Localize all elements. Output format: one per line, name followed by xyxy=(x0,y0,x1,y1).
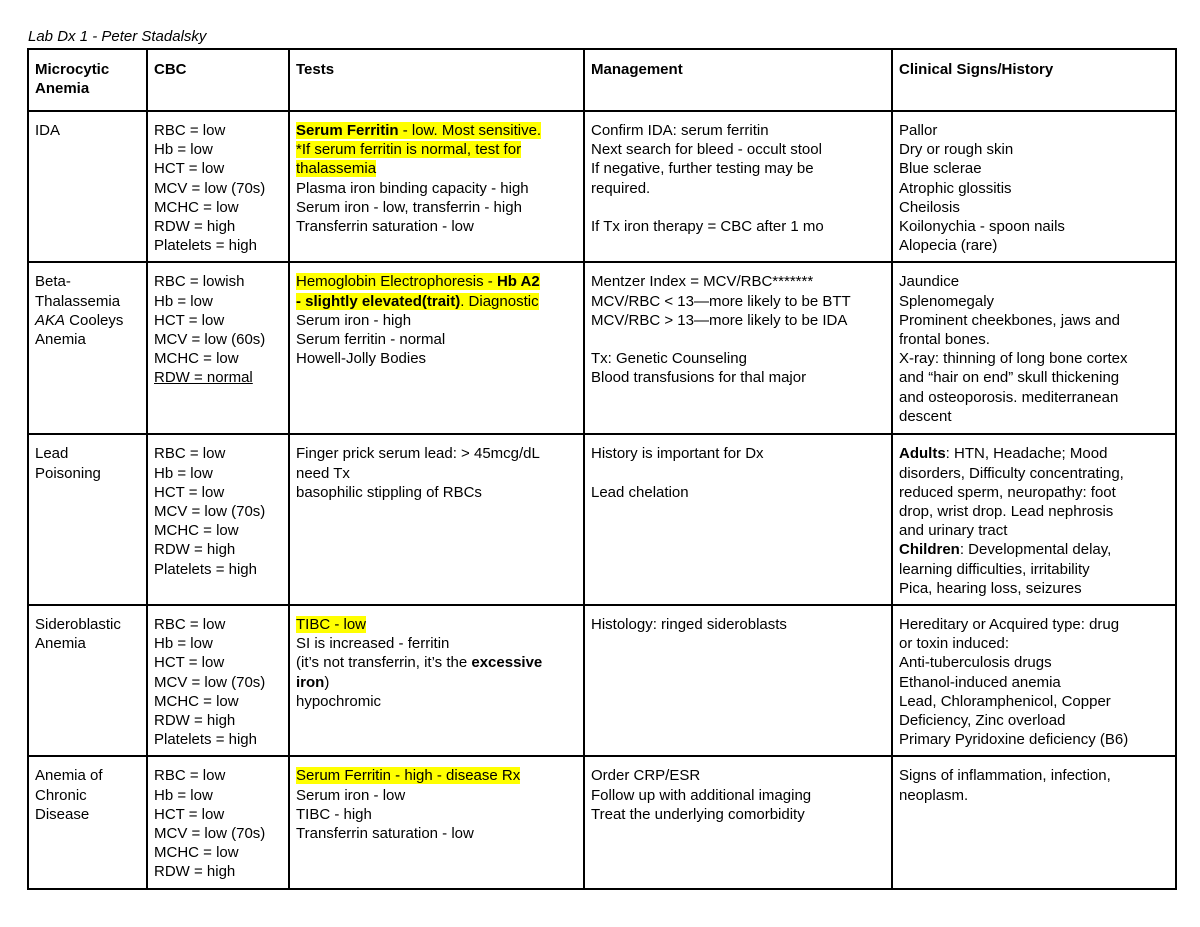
clinical-line: and urinary tract xyxy=(899,522,1008,540)
management-line: Histology: ringed sideroblasts xyxy=(591,616,787,634)
management-line: required. xyxy=(591,179,651,197)
cell-cbc xyxy=(147,756,289,888)
cell-condition xyxy=(28,605,147,756)
cbc-line: RDW = high xyxy=(154,541,236,559)
cell-clinical xyxy=(892,111,1176,262)
management-line: Order CRP/ESR xyxy=(591,767,701,785)
clinical-line: Lead, Chloramphenicol, Copper xyxy=(899,692,1111,710)
cbc-line: MCV = low (60s) xyxy=(154,331,266,349)
test-name-bold: Hb A2 xyxy=(496,273,540,291)
cbc-line: MCHC = low xyxy=(154,692,239,710)
cell-condition xyxy=(28,434,147,605)
table-row-beta-thalassemia xyxy=(28,262,1176,434)
condition-text: Sideroblastic xyxy=(35,616,121,634)
clinical-line: or toxin induced: xyxy=(899,635,1010,653)
cell-tests xyxy=(289,434,584,605)
clinical-line: Jaundice xyxy=(899,273,960,291)
cbc-line: HCT = low xyxy=(154,311,225,329)
management-line: Next search for bleed - occult stool xyxy=(591,141,822,159)
clinical-line: Hereditary or Acquired type: drug xyxy=(899,616,1120,634)
spacer xyxy=(591,464,885,483)
condition-text: Thalassemia xyxy=(35,292,121,310)
highlighted-test: TIBC - low xyxy=(296,616,367,634)
condition-text: Chronic xyxy=(35,786,87,804)
clinical-line: and osteoporosis. mediterranean xyxy=(899,388,1119,406)
management-line: Follow up with additional imaging xyxy=(591,786,812,804)
test-line: basophilic stippling of RBCs xyxy=(296,483,482,501)
cbc-line: RBC = low xyxy=(154,616,226,634)
test-note-highlighted: thalassemia xyxy=(296,160,377,178)
cbc-line: RBC = low xyxy=(154,445,226,463)
cbc-line: MCV = low (70s) xyxy=(154,825,266,843)
management-line: If Tx iron therapy = CBC after 1 mo xyxy=(591,217,824,235)
cell-tests xyxy=(289,756,584,888)
spacer xyxy=(591,330,885,349)
cell-clinical xyxy=(892,605,1176,756)
management-line: Lead chelation xyxy=(591,483,689,501)
microcytic-anemia-table xyxy=(27,48,1177,890)
cell-clinical xyxy=(892,434,1176,605)
test-line: need Tx xyxy=(296,464,350,482)
clinical-line: Pallor xyxy=(899,122,938,139)
test-line: Transferrin saturation - low xyxy=(296,825,474,843)
cell-condition xyxy=(28,111,147,262)
test-line: Finger prick serum lead: > 45mcg/dL xyxy=(296,445,540,463)
cell-clinical xyxy=(892,262,1176,434)
clinical-line: Prominent cheekbones, jaws and xyxy=(899,311,1120,329)
spacer xyxy=(591,198,885,217)
cell-cbc xyxy=(147,262,289,434)
test-line: Plasma iron binding capacity - high xyxy=(296,179,529,197)
cbc-line: RBC = low xyxy=(154,122,226,139)
cell-cbc xyxy=(147,111,289,262)
cbc-line: MCV = low (70s) xyxy=(154,503,266,521)
condition-aka-italic: AKA xyxy=(35,311,66,329)
condition-text: Cooleys xyxy=(65,311,124,329)
clinical-line: Anti-tuberculosis drugs xyxy=(899,654,1052,672)
test-line: Serum iron - high xyxy=(296,311,412,329)
cell-management xyxy=(584,756,892,888)
management-line: Blood transfusions for thal major xyxy=(591,369,807,387)
management-line: MCV/RBC > 13—more likely to be IDA xyxy=(591,311,848,329)
test-text: ) xyxy=(324,673,330,691)
cell-management xyxy=(584,434,892,605)
test-line: Serum ferritin - normal xyxy=(296,331,446,349)
cbc-line: Hb = low xyxy=(154,635,213,653)
cbc-line: Platelets = high xyxy=(154,237,257,255)
condition-text: Anemia xyxy=(35,331,86,349)
highlighted-test xyxy=(296,122,541,139)
clinical-line: Blue sclerae xyxy=(899,160,982,178)
management-line: If negative, further testing may be xyxy=(591,160,814,178)
condition-text: Anemia of xyxy=(35,767,103,785)
clinical-line: Primary Pyridoxine deficiency (B6) xyxy=(899,731,1129,749)
test-text: . Diagnostic xyxy=(460,292,539,310)
cbc-line: RBC = lowish xyxy=(154,273,245,291)
clinical-line: drop, wrist drop. Lead nephrosis xyxy=(899,503,1114,521)
cell-management xyxy=(584,262,892,434)
cbc-line-underlined: RDW = normal xyxy=(154,369,253,387)
test-line: SI is increased - ferritin xyxy=(296,635,450,653)
clinical-line: Atrophic glossitis xyxy=(899,179,1012,197)
cell-condition xyxy=(28,262,147,434)
cbc-line: Hb = low xyxy=(154,464,213,482)
header-tests: Tests xyxy=(289,49,584,111)
clinical-line: neoplasm. xyxy=(899,786,969,804)
test-text: - low. Most sensitive. xyxy=(398,122,542,139)
test-note-highlighted: *If serum ferritin is normal, test for xyxy=(296,141,522,159)
header-condition-line: Microcytic xyxy=(35,61,110,78)
test-text: Hemoglobin Electrophoresis - xyxy=(296,273,497,291)
clinical-line: descent xyxy=(899,407,952,425)
clinical-text: : Developmental delay, xyxy=(959,541,1112,559)
cell-tests xyxy=(289,111,584,262)
clinical-line: Pica, hearing loss, seizures xyxy=(899,579,1082,597)
header-clinical: Clinical Signs/History xyxy=(892,49,1176,111)
cbc-line: MCV = low (70s) xyxy=(154,179,266,197)
cell-tests xyxy=(289,605,584,756)
condition-text: IDA xyxy=(35,122,61,139)
condition-text: Lead xyxy=(35,445,69,463)
header-condition-line: Anemia xyxy=(35,80,90,98)
test-text-bold: iron xyxy=(296,673,325,691)
clinical-line: frontal bones. xyxy=(899,331,990,349)
cbc-line: RDW = high xyxy=(154,712,236,730)
header-management: Management xyxy=(584,49,892,111)
test-line: Serum iron - low xyxy=(296,786,406,804)
cell-tests xyxy=(289,262,584,434)
clinical-label-bold: Children xyxy=(899,541,960,559)
cell-condition xyxy=(28,756,147,888)
condition-text: Beta- xyxy=(35,273,71,291)
cbc-line: MCHC = low xyxy=(154,522,239,540)
clinical-line: disorders, Difficulty concentrating, xyxy=(899,464,1124,482)
management-line: Mentzer Index = MCV/RBC******* xyxy=(591,273,814,291)
cbc-line: Hb = low xyxy=(154,292,213,310)
cell-cbc xyxy=(147,605,289,756)
cell-management xyxy=(584,605,892,756)
cbc-line: HCT = low xyxy=(154,654,225,672)
test-line: Transferrin saturation - low xyxy=(296,218,474,236)
clinical-line: reduced sperm, neuropathy: foot xyxy=(899,483,1116,501)
table-row-anemia-chronic-disease xyxy=(28,756,1176,888)
clinical-line: Koilonychia - spoon nails xyxy=(899,218,1065,236)
test-name-bold: Serum Ferritin xyxy=(296,122,399,139)
cbc-line: MCHC = low xyxy=(154,844,239,862)
cbc-line: HCT = low xyxy=(154,160,225,178)
clinical-line: Cheilosis xyxy=(899,198,960,216)
clinical-line: Splenomegaly xyxy=(899,292,995,310)
highlighted-test: Serum Ferritin - high - disease Rx xyxy=(296,767,521,785)
clinical-line: Deficiency, Zinc overload xyxy=(899,712,1066,730)
cell-clinical xyxy=(892,756,1176,888)
management-line: Confirm IDA: serum ferritin xyxy=(591,122,769,139)
cbc-line: HCT = low xyxy=(154,483,225,501)
cell-management xyxy=(584,111,892,262)
clinical-text: : HTN, Headache; Mood xyxy=(945,445,1108,463)
highlighted-test xyxy=(296,293,539,310)
cbc-line: RDW = high xyxy=(154,218,236,236)
header-row xyxy=(28,49,1176,111)
management-line: Treat the underlying comorbidity xyxy=(591,805,805,823)
condition-text: Poisoning xyxy=(35,464,101,482)
management-line: Tx: Genetic Counseling xyxy=(591,350,747,368)
test-line: TIBC - high xyxy=(296,805,372,823)
cbc-line: Hb = low xyxy=(154,786,213,804)
clinical-line: Ethanol-induced anemia xyxy=(899,673,1061,691)
condition-text: Disease xyxy=(35,805,90,823)
cbc-line: Platelets = high xyxy=(154,731,257,749)
cbc-line: MCV = low (70s) xyxy=(154,673,266,691)
header-cbc: CBC xyxy=(147,49,289,111)
clinical-line: learning difficulties, irritability xyxy=(899,560,1090,578)
test-text: (it’s not transferrin, it’s the xyxy=(296,654,472,672)
header-condition xyxy=(28,49,147,111)
test-name-bold: - slightly elevated(trait) xyxy=(296,292,461,310)
test-line: Serum iron - low, transferrin - high xyxy=(296,198,522,216)
clinical-line: Signs of inflammation, infection, xyxy=(899,767,1111,785)
cbc-line: HCT = low xyxy=(154,805,225,823)
test-line: hypochromic xyxy=(296,692,382,710)
management-line: MCV/RBC < 13—more likely to be BTT xyxy=(591,292,851,310)
test-text-bold: excessive xyxy=(471,654,543,672)
cbc-line: RDW = high xyxy=(154,863,236,881)
clinical-line: Dry or rough skin xyxy=(899,141,1014,159)
test-line: Howell-Jolly Bodies xyxy=(296,350,427,368)
cbc-line: MCHC = low xyxy=(154,198,239,216)
clinical-line: Alopecia (rare) xyxy=(899,237,998,255)
condition-text: Anemia xyxy=(35,635,86,653)
cbc-line: MCHC = low xyxy=(154,350,239,368)
cbc-line: Platelets = high xyxy=(154,560,257,578)
cbc-line: RBC = low xyxy=(154,767,226,785)
clinical-line: X-ray: thinning of long bone cortex xyxy=(899,350,1128,368)
highlighted-test xyxy=(296,273,540,290)
clinical-line: and “hair on end” skull thickening xyxy=(899,369,1120,387)
cbc-line: Hb = low xyxy=(154,141,213,159)
clinical-label-bold: Adults xyxy=(899,445,946,463)
document-title: Lab Dx 1 - Peter Stadalsky xyxy=(28,28,207,45)
management-line: History is important for Dx xyxy=(591,445,764,463)
cell-cbc xyxy=(147,434,289,605)
table-row-ida xyxy=(28,111,1176,262)
table-row-lead-poisoning xyxy=(28,434,1176,605)
table-row-sideroblastic-anemia xyxy=(28,605,1176,756)
